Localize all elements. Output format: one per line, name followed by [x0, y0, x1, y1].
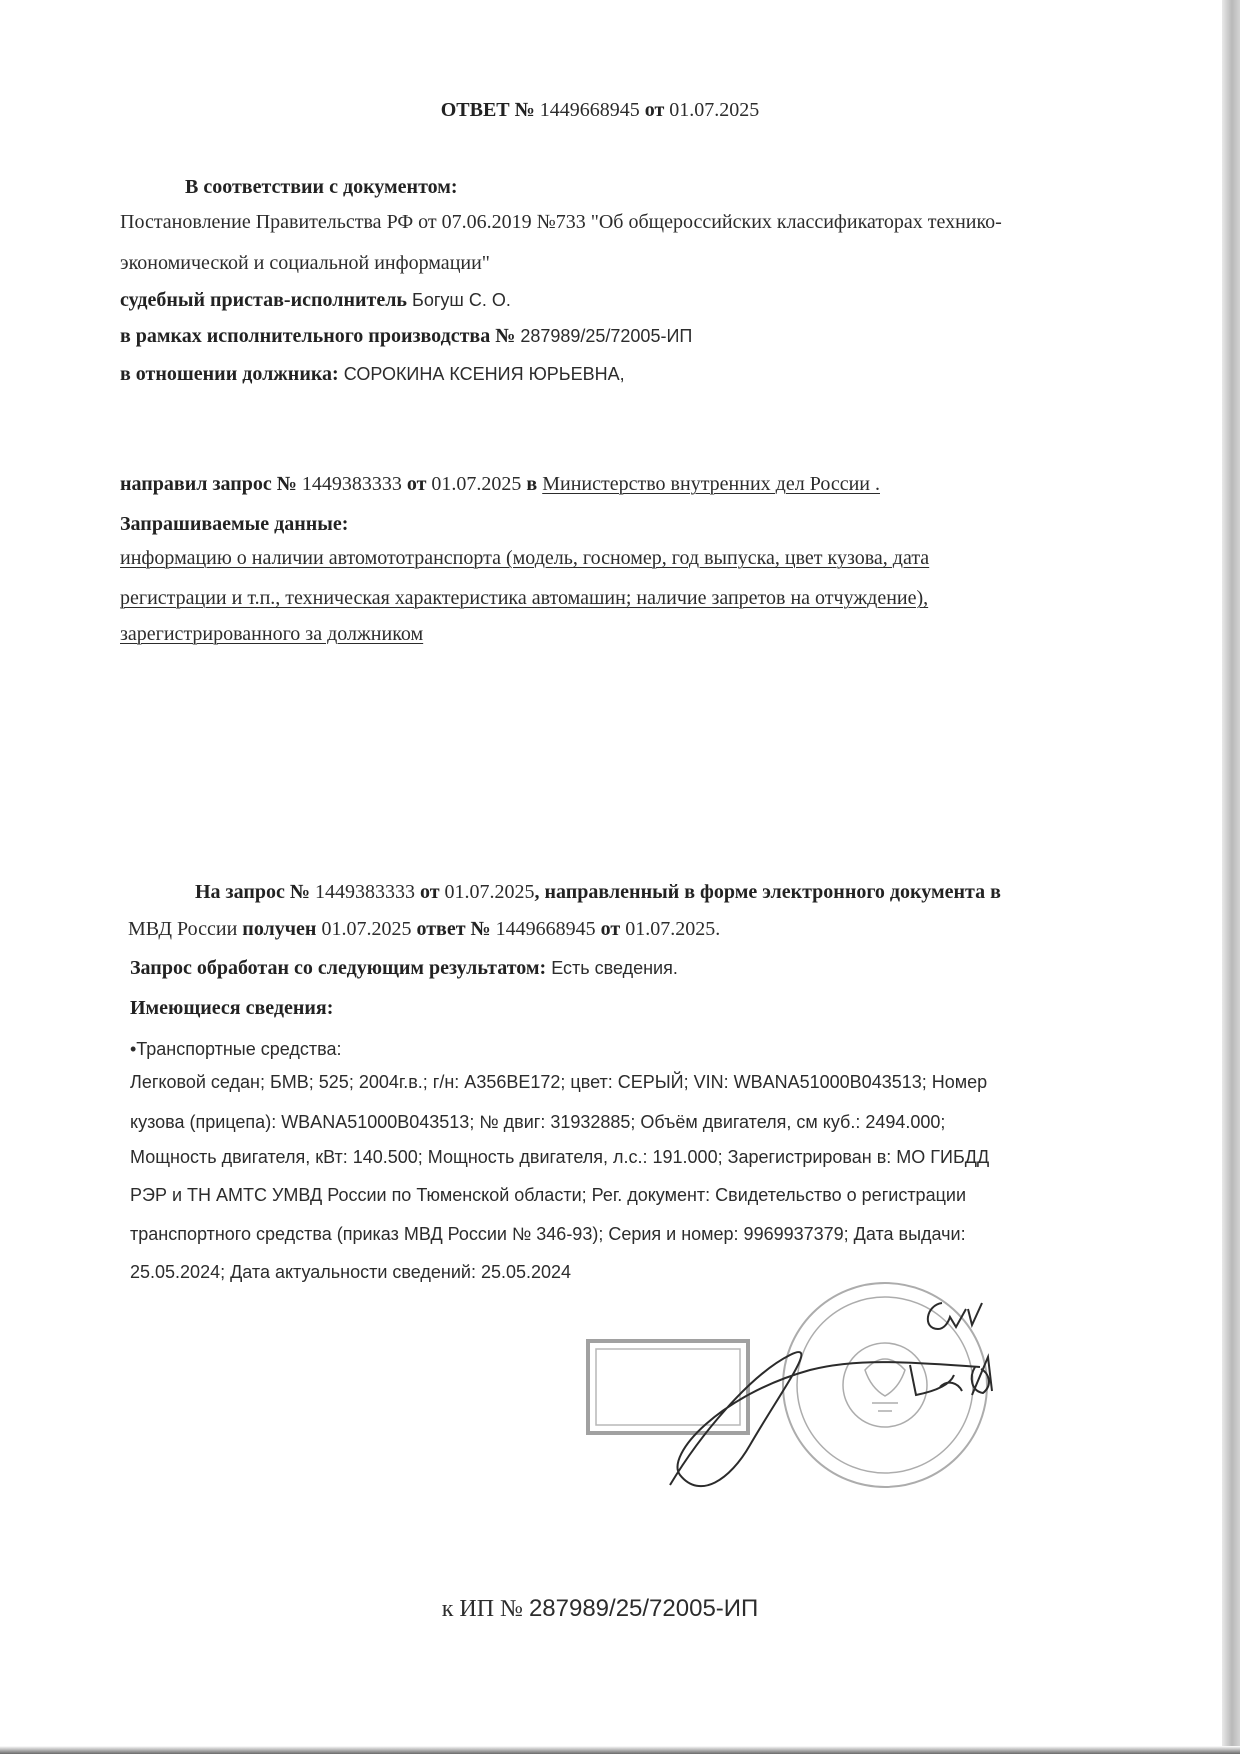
vehicle-line3: Мощность двигателя, кВт: 140.500; Мощность двигателя, л.с.: 191.000; Зарегистрирован в: МО ГИБДД	[130, 1147, 990, 1167]
vehicle-line5: транспортного средства (приказ МВД России № 346-93); Серия и номер: 9969937379; Дата выдачи:	[130, 1224, 966, 1244]
scan-edge-bottom	[0, 1746, 1240, 1754]
requested-data-heading: Запрашиваемые данные:	[120, 513, 349, 535]
result-line: Запрос обработан со следующим результатом: Есть сведения.	[130, 957, 678, 979]
signature-mark-top	[928, 1303, 982, 1329]
info-heading: Имеющиеся сведения:	[130, 997, 334, 1019]
request-line: направил запрос № 1449383333 от 01.07.2025 в Министерство внутренних дел России .	[120, 473, 880, 495]
vehicle-line4: РЭР и ТН АМТС УМВД России по Тюменской области; Рег. документ: Свидетельство о регистрации	[130, 1185, 966, 1205]
bailiff-line: судебный пристав-исполнитель Богуш С. О.	[120, 289, 511, 311]
scan-edge-right	[1222, 0, 1240, 1754]
basis-text-line1: Постановление Правительства РФ от 07.06.2019 №733 "Об общероссийских классификаторах технико-	[120, 211, 1002, 233]
vehicle-line1: Легковой седан; БМВ; 525; 2004г.в.; г/н: А356ВЕ172; цвет: СЕРЫЙ; VIN: WBANA51000B043513; Номер	[130, 1072, 988, 1092]
response-line2: МВД России получен 01.07.2025 ответ № 1449668945 от 01.07.2025.	[128, 918, 721, 940]
signature-stroke	[670, 1352, 980, 1486]
requested-data-line3: зарегистрированного за должником	[120, 623, 424, 645]
basis-text-line2: экономической и социальной информации"	[120, 252, 490, 274]
doc-title: ОТВЕТ № 1449668945 от 01.07.2025	[440, 99, 760, 121]
vehicle-line2: кузова (прицепа): WBANA51000B043513; № двиг: 31932885; Объём двигателя, см куб.: 2494.000;	[130, 1112, 946, 1132]
requested-data-line2: регистрации и т.п., техническая характеристика автомашин; наличие запретов на отчуждение),	[120, 587, 929, 609]
vehicle-line6: 25.05.2024; Дата актуальности сведений: 25.05.2024	[130, 1262, 572, 1282]
stamp-and-signature	[580, 1275, 1000, 1515]
proceeding-line: в рамках исполнительного производства № 287989/25/72005-ИП	[120, 325, 693, 347]
footer-proceeding-ref: к ИП № 287989/25/72005-ИП	[441, 1595, 759, 1622]
vehicles-heading: •Транспортные средства:	[130, 1039, 342, 1059]
requested-data-line1: информацию о наличии автомототранспорта (модель, госномер, год выпуска, цвет кузова, дата	[120, 547, 930, 569]
copy-verified-mark	[588, 1341, 748, 1433]
debtor-line: в отношении должника: СОРОКИНА КСЕНИЯ ЮРЬЕВНА,	[120, 363, 625, 385]
response-line1: На запрос № 1449383333 от 01.07.2025, направленный в форме электронного документа в	[195, 881, 1001, 903]
basis-heading: В соответствии с документом:	[185, 176, 458, 198]
